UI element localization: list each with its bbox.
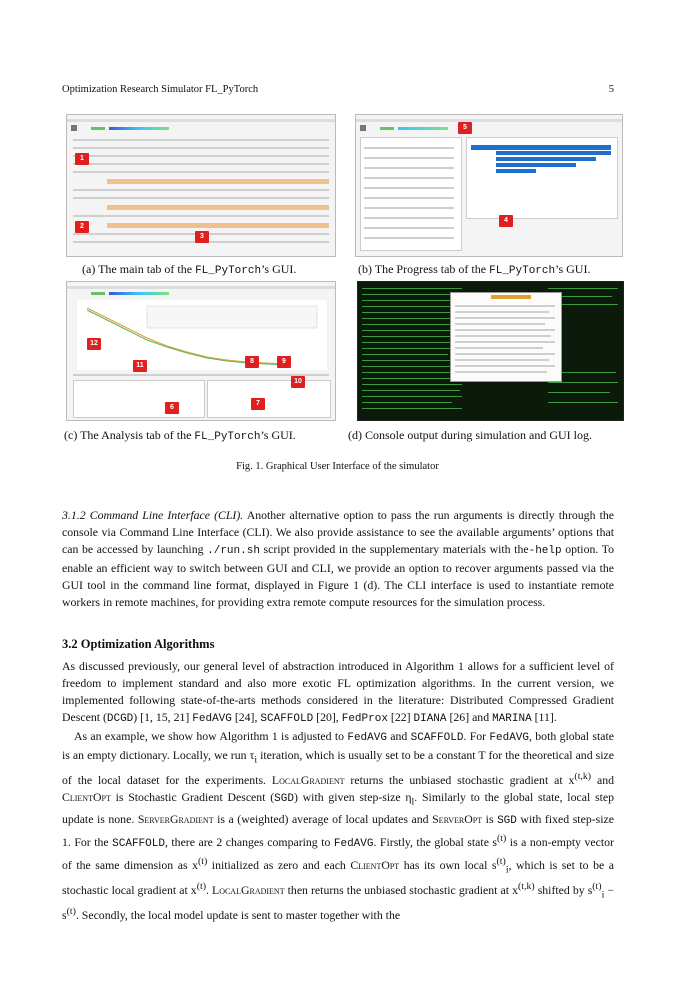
marker-8: 8 <box>245 356 259 368</box>
running-title: Optimization Research Simulator FL_PyTorch <box>62 84 259 95</box>
caption-c: (c) The Analysis tab of the FL_PyTorch’s GUI. <box>64 428 296 443</box>
figure-b-progress-tab <box>355 114 623 257</box>
subsection-heading: 3.1.2 Command Line Interface (CLI). <box>62 508 244 522</box>
marker-5: 5 <box>458 122 472 134</box>
caption-d: (d) Console output during simulation and GUI log. <box>348 428 592 442</box>
gui-log-window <box>450 292 562 382</box>
marker-11: 11 <box>133 360 147 372</box>
section-3-2-heading: 3.2 Optimization Algorithms <box>62 637 215 651</box>
caption-b: (b) The Progress tab of the FL_PyTorch’s GUI. <box>358 262 591 277</box>
figure-c-analysis-tab <box>66 281 336 421</box>
marker-9: 9 <box>277 356 291 368</box>
figure-a-main-tab <box>66 114 336 257</box>
page-number: 5 <box>608 84 614 95</box>
figure-1-caption: Fig. 1. Graphical User Interface of the simulator <box>236 461 439 472</box>
section-3-2-body <box>62 658 614 924</box>
running-header <box>62 84 614 95</box>
paragraph-example: As an example, we show how Algorithm 1 is adjusted to FedAVG and SCAFFOLD. For FedAVG, both global state is an empty dictionary. Locally, we run $\tau_i$ iteration, which is usually set to be a constant T for the theoretical and size of the local dataset for the experiments. LocalGradient returns the unbiased stochastic gradient at $x^{(t,k)}$ and ClientOpt is Stochastic Gradient Descent (SGD) with given step-size $\eta_l$. Similarly to the global state, local step update is none. ServerGradient is a (weighted) average of local updates and ServerOpt is SGD with fixed step-size 1. For the SCAFFOLD, there are 2 changes comparing to FedAVG. Firstly, the global state $s^{(t)}$ is a non-empty vector of the same dimension as $x^{(t)}$ initialized as zero and each ClientOpt has its own local $s^{(t)}_i$, which is set to be a stochastic local gradient at $x^{(t)}$. LocalGradient then returns the unbiased stochastic gradient at $x^{(t,k)}$ shifted by $s^{(t)}_i - s^{(t)}$. Secondly, the local model update is sent to master together with the <box>62 729 614 923</box>
marker-3: 3 <box>195 231 209 243</box>
marker-2: 2 <box>75 221 89 233</box>
caption-a: (a) The main tab of the FL_PyTorch’s GUI. <box>82 262 297 277</box>
marker-10: 10 <box>291 376 305 388</box>
section-3-1-2: 3.1.2 Command Line Interface (CLI). Another alternative option to pass the run arguments is directly through the console via Command Line Interface (CLI). We also provide assistance to see the available arguments’ options that can be accessed by launching ./run.sh script provided in the supplementary materials with the-help option. To enable an efficient way to switch between GUI and CLI, we provide an option to recover arguments passed via the GUI tool in the command line format, displayed in Figure 1 (d). The CLI interface is used to instantiate remote workers in remote machines, for providing extra remote compute resources for the simulation process. <box>62 508 614 609</box>
figure-d-console-output <box>357 281 624 421</box>
paragraph-algorithms: As discussed previously, our general level of abstraction introduced in Algorithm 1 allows for a sufficient level of freedom to implement standard and also more exotic FL optimization algorithms. In the current version, we implemented following state-of-the-arts methods considered in the literature: Distributed Compressed Gradient Descent (DCGD) [1, 15, 21] FedAVG [24], SCAFFOLD [20], FedProx [22] DIANA [26] and MARINA [11]. <box>62 659 614 725</box>
marker-4: 4 <box>499 215 513 227</box>
marker-12: 12 <box>87 338 101 350</box>
marker-6: 6 <box>165 402 179 414</box>
marker-1: 1 <box>75 153 89 165</box>
marker-7: 7 <box>251 398 265 410</box>
